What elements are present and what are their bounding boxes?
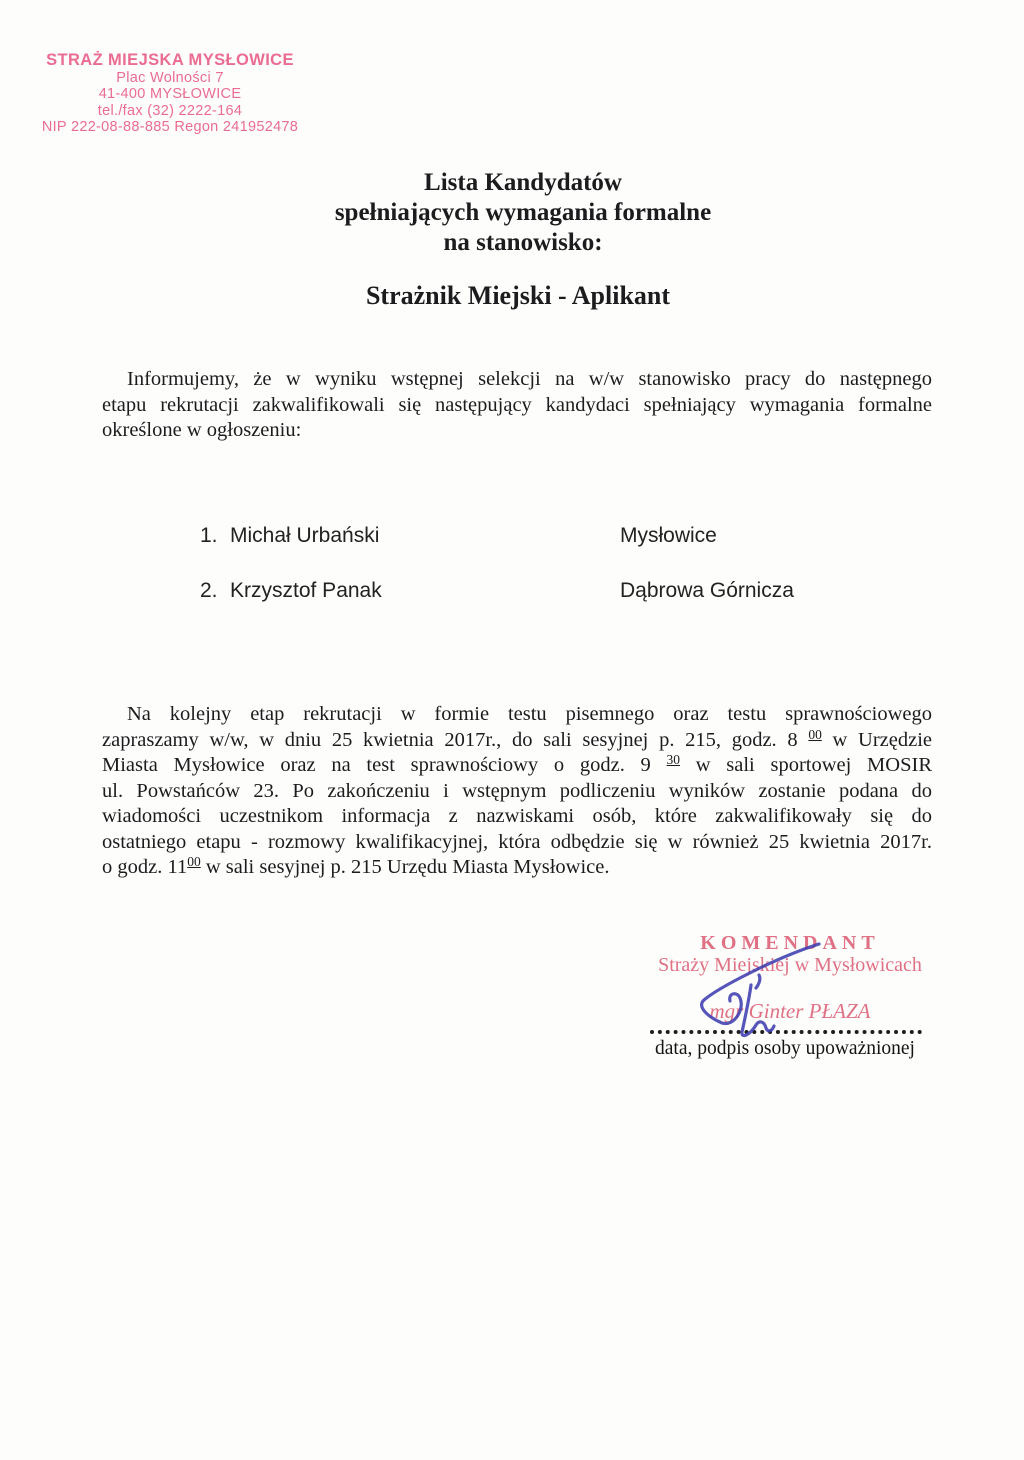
title-line: Lista Kandydatów <box>424 169 622 196</box>
candidate-list <box>102 524 932 634</box>
text-line: Miasta Mysłowice oraz na test sprawnościowy o godz. 9 30 w sali sportowej MOSIR <box>102 752 932 776</box>
signer-name-stamp: mgr Ginter PŁAZA <box>709 999 871 1023</box>
text-line: ul. Powstańców 23. Po zakończeniu i wstępnym podliczeniu wyników zostanie podana do <box>102 779 932 802</box>
title-line: spełniających wymagania formalne <box>334 199 712 226</box>
text-line: etapu rekrutacji zakwalifikowali się następujący kandydaci spełniający wymagania formalne <box>102 393 932 416</box>
sender-stamp-line: tel./fax (32) 2222-164 <box>97 102 243 119</box>
commander-stamp <box>640 932 940 976</box>
sender-stamp-line: Plac Wolności 7 <box>116 69 224 86</box>
text-line: wiadomości uczestnikom informacja z nazwiskami osób, które zakwalifikowały się do <box>102 805 932 827</box>
sender-stamp <box>36 52 304 136</box>
text-line: określone w ogłoszeniu: <box>102 419 302 441</box>
commander-stamp-title: KOMENDANT <box>700 932 880 954</box>
sender-stamp-line: NIP 222-08-88-885 Regon 241952478 <box>41 119 299 135</box>
candidate-city: Mysłowice <box>620 524 717 547</box>
position-title: Strażnik Miejski - Aplikant <box>365 281 671 310</box>
title-line: na stanowisko: <box>443 229 603 256</box>
intro-paragraph <box>102 367 932 444</box>
commander-stamp-subtitle: Straży Miejskiej w Mysłowicach <box>658 954 922 976</box>
candidate-name: Krzysztof Panak <box>230 579 382 602</box>
main-paragraph <box>102 702 932 881</box>
document-title <box>120 168 926 258</box>
candidate-number: 1. <box>200 524 218 547</box>
text-line: zapraszamy w/w, w dniu 25 kwietnia 2017r., do sali sesyjnej p. 215, godz. 8 00 w Urzędzie <box>102 726 932 751</box>
candidate-name: Michał Urbański <box>230 524 380 547</box>
candidate-city: Dąbrowa Górnicza <box>620 579 794 602</box>
sender-stamp-line: STRAŻ MIEJSKA MYSŁOWICE <box>46 51 294 69</box>
candidate-row <box>102 579 932 634</box>
text-line: ostatniego etapu - rozmowy kwalifikacyjnej, która odbędzie się w również 25 kwietnia 2017r. <box>102 830 932 853</box>
signature-caption: data, podpis osoby upoważnionej <box>655 1038 915 1059</box>
signature-dotted-line <box>650 1026 922 1034</box>
sender-stamp-line: 41-400 MYSŁOWICE <box>98 86 242 102</box>
candidate-number: 2. <box>200 579 218 602</box>
text-line: Informujemy, że w wyniku wstępnej selekcji na w/w stanowisko pracy do następnego <box>127 368 932 390</box>
candidate-row <box>102 524 932 579</box>
text-line: Na kolejny etap rekrutacji w formie testu pisemnego oraz testu sprawnościowego <box>127 703 932 725</box>
text-line: o godz. 1100 w sali sesyjnej p. 215 Urzędu Miasta Mysłowice. <box>102 854 610 878</box>
